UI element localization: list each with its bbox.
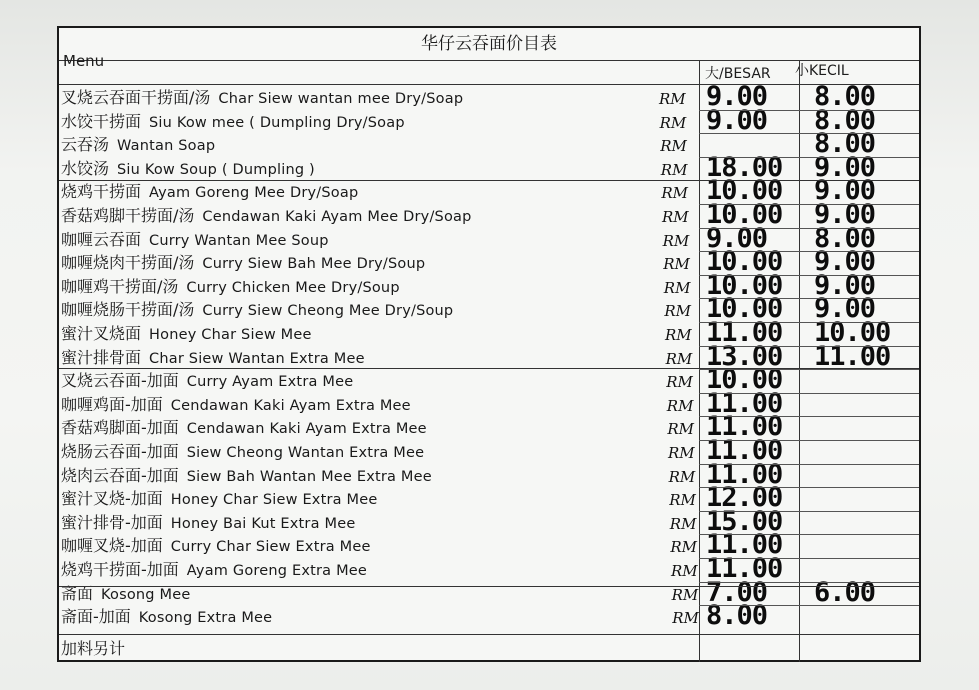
price-small: 11.00 [814, 340, 891, 372]
item-chinese-name: 咖喱云吞面 [61, 229, 142, 249]
currency-label: RM [665, 349, 693, 368]
menu-item [61, 228, 329, 253]
price-small: 9.00 [814, 269, 876, 301]
item-chinese-name: 叉烧云吞面-加面 [61, 371, 179, 391]
page-title: 华仔云吞面价目表 [421, 34, 557, 54]
currency-label: RM [662, 208, 689, 226]
menu-row [59, 364, 921, 396]
menu-row [59, 151, 921, 183]
price-big: 8.00 [706, 600, 768, 632]
menu-header: Menu [63, 52, 105, 70]
currency-label: RM [667, 420, 695, 439]
menu-row [59, 199, 921, 230]
menu-item [61, 393, 411, 418]
currency-label: RM [660, 160, 688, 179]
price-small: 9.00 [814, 199, 876, 230]
item-chinese-name: 咖喱鸡干捞面/汤 [61, 276, 179, 296]
currency-label: RM [660, 137, 687, 156]
price-big: 11.00 [706, 458, 783, 490]
item-english-name: Cendawan Kaki Ayam Extra Mee [186, 421, 427, 438]
menu-item [61, 251, 425, 276]
row-separator [699, 487, 919, 488]
currency-label: RM [672, 609, 699, 628]
item-chinese-name: 香菇鸡脚干捞面/汤 [61, 206, 195, 225]
item-english-name: Cendawan Kaki Ayam Mee Dry/Soap [202, 209, 472, 225]
menu-item [61, 110, 405, 135]
price-small: 8.00 [814, 128, 876, 160]
item-chinese-name: 香菇鸡脚面-加面 [61, 418, 179, 438]
item-english-name: Kosong Extra Mee [138, 610, 273, 627]
currency-label: RM [665, 326, 692, 344]
item-english-name: Siu Kow mee ( Dumpling Dry/Soap [149, 114, 405, 131]
item-chinese-name: 蜜汁排骨面 [61, 347, 142, 367]
item-english-name: Char Siew wantan mee Dry/Soap [218, 91, 464, 107]
menu-item [61, 322, 312, 347]
menu-item [61, 204, 472, 229]
item-english-name: Siew Bah Wantan Mee Extra Mee [186, 468, 432, 485]
item-chinese-name: 叉烧云吞面干捞面/汤 [61, 88, 211, 107]
row-separator [699, 582, 919, 583]
row-separator [699, 228, 919, 229]
price-big: 11.00 [706, 553, 783, 584]
section-divider-2 [59, 368, 919, 369]
row-separator [699, 133, 919, 134]
item-english-name: Curry Chicken Mee Dry/Soup [186, 279, 400, 296]
price-big: 10.00 [706, 175, 783, 207]
row-separator [699, 558, 919, 559]
menu-item [61, 464, 432, 489]
row-separator [699, 464, 919, 465]
item-chinese-name: 云吞汤 [61, 135, 110, 155]
item-chinese-name: 斋面 [61, 583, 94, 603]
menu-item [61, 534, 371, 559]
item-chinese-name: 烧鸡干捞面 [61, 182, 142, 202]
menu-row [59, 317, 921, 348]
menu-item [61, 605, 272, 630]
menu-item [61, 275, 400, 300]
price-big: 9.00 [706, 222, 768, 254]
menu-item [61, 487, 378, 512]
item-chinese-name: 咖喱鸡面-加面 [61, 394, 163, 414]
price-big: 9.00 [706, 81, 768, 112]
item-english-name: Kosong Mee [101, 586, 191, 603]
row-separator [699, 511, 919, 512]
menu-item [61, 298, 453, 323]
item-english-name: Honey Bai Kut Extra Mee [170, 515, 356, 532]
item-chinese-name: 斋面-加面 [61, 607, 131, 627]
menu-row [59, 435, 921, 466]
row-separator [699, 298, 919, 299]
menu-item [61, 346, 365, 371]
row-separator [699, 440, 919, 441]
price-big: 10.00 [706, 293, 783, 325]
price-big: 7.00 [706, 576, 768, 608]
price-big: 9.00 [706, 104, 768, 136]
section-divider-3 [59, 586, 919, 587]
menu-row [59, 269, 921, 301]
price-big: 13.00 [706, 340, 783, 372]
small-size-header: 小KECIL [795, 63, 849, 79]
currency-label: RM [671, 585, 699, 604]
row-separator [699, 322, 919, 323]
menu-row [59, 482, 921, 514]
header-divider [59, 84, 919, 85]
price-list-board [57, 26, 921, 662]
menu-row [59, 505, 921, 537]
title-divider [59, 60, 919, 61]
big-size-header: 大/BESAR [705, 66, 771, 82]
item-english-name: Wantan Soap [117, 138, 216, 155]
item-english-name: Siu Kow Soup ( Dumpling ) [117, 161, 315, 178]
currency-label: RM [662, 231, 690, 250]
item-chinese-name: 烧肠云吞面-加面 [61, 442, 179, 461]
section-divider-4 [59, 634, 919, 635]
item-english-name: Cendawan Kaki Ayam Extra Mee [170, 397, 411, 414]
menu-item [61, 416, 427, 441]
item-english-name: Curry Wantan Mee Soup [149, 232, 329, 249]
row-separator [699, 416, 919, 417]
currency-label: RM [670, 538, 698, 557]
menu-row [59, 387, 921, 419]
item-chinese-name: 蜜汁叉烧面 [61, 324, 142, 343]
price-big: 10.00 [706, 269, 783, 301]
currency-label: RM [668, 444, 695, 462]
price-big: 10.00 [706, 199, 783, 230]
row-separator [699, 204, 919, 205]
currency-label: RM [664, 302, 692, 321]
currency-label: RM [659, 113, 687, 132]
price-small: 9.00 [814, 175, 876, 207]
item-english-name: Curry Ayam Extra Mee [186, 374, 354, 391]
menu-item [61, 157, 315, 182]
row-separator [699, 275, 919, 276]
currency-label: RM [666, 396, 694, 415]
row-separator [699, 605, 919, 606]
price-big: 11.00 [706, 317, 783, 348]
menu-item [61, 511, 355, 536]
row-separator [699, 110, 919, 111]
item-chinese-name: 水饺干捞面 [61, 111, 142, 131]
menu-row [59, 175, 921, 207]
currency-label: RM [663, 255, 690, 274]
item-english-name: Honey Char Siew Extra Mee [170, 492, 378, 509]
price-small: 9.00 [814, 151, 876, 183]
row-separator [699, 251, 919, 252]
price-big: 10.00 [706, 246, 783, 278]
currency-label: RM [669, 514, 697, 533]
item-english-name: Ayam Goreng Extra Mee [186, 563, 368, 579]
menu-item [61, 86, 463, 111]
price-big: 11.00 [706, 435, 783, 466]
item-chinese-name: 烧鸡干捞面-加面 [61, 560, 179, 579]
row-separator [699, 369, 919, 370]
price-small: 9.00 [814, 246, 876, 278]
item-chinese-name: 咖喱烧肠干捞面/汤 [61, 300, 195, 320]
menu-row [59, 529, 921, 561]
item-english-name: Curry Char Siew Extra Mee [170, 539, 371, 556]
price-big: 18.00 [706, 151, 783, 183]
price-small: 9.00 [814, 293, 876, 325]
menu-row [59, 340, 921, 372]
price-big: 15.00 [706, 505, 783, 537]
price-big: 10.00 [706, 364, 783, 396]
menu-item [61, 180, 358, 205]
menu-item [61, 133, 215, 158]
currency-label: RM [661, 184, 689, 203]
menu-row [59, 104, 921, 136]
item-chinese-name: 咖喱烧肉干捞面/汤 [61, 253, 195, 273]
item-english-name: Char Siew Wantan Extra Mee [149, 350, 365, 367]
price-big: 11.00 [706, 387, 783, 419]
menu-row [59, 411, 921, 443]
price-small: 6.00 [814, 576, 876, 608]
currency-label: RM [671, 562, 698, 580]
menu-row [59, 553, 921, 584]
menu-row [59, 458, 921, 490]
section-divider-1 [59, 180, 919, 181]
price-small: 8.00 [814, 104, 876, 136]
row-separator [699, 157, 919, 158]
menu-row [59, 246, 921, 278]
row-separator [699, 534, 919, 535]
menu-row [59, 293, 921, 325]
currency-label: RM [666, 373, 693, 392]
item-english-name: Siew Cheong Wantan Extra Mee [186, 445, 425, 461]
currency-label: RM [669, 491, 696, 510]
menu-item [61, 440, 424, 465]
currency-label: RM [659, 90, 686, 108]
row-separator [699, 393, 919, 394]
item-chinese-name: 烧肉云吞面-加面 [61, 465, 179, 485]
item-english-name: Curry Siew Cheong Mee Dry/Soup [202, 303, 454, 320]
item-chinese-name: 咖喱叉烧-加面 [61, 536, 163, 556]
menu-row [59, 81, 921, 112]
row-separator [699, 346, 919, 347]
menu-row [59, 222, 921, 254]
price-big: 11.00 [706, 529, 783, 561]
price-small: 8.00 [814, 81, 876, 112]
price-big: 12.00 [706, 482, 783, 514]
item-chinese-name: 水饺汤 [61, 158, 110, 178]
item-english-name: Honey Char Siew Mee [149, 327, 312, 343]
menu-row [59, 600, 921, 632]
extra-charge-note: 加料另计 [61, 639, 126, 658]
price-big: 11.00 [706, 411, 783, 443]
menu-row [59, 128, 921, 160]
menu-item [61, 369, 353, 394]
menu-item [61, 558, 367, 583]
item-english-name: Ayam Goreng Mee Dry/Soap [149, 185, 359, 202]
currency-label: RM [663, 278, 691, 297]
item-chinese-name: 蜜汁排骨-加面 [61, 512, 163, 532]
price-small: 8.00 [814, 222, 876, 254]
item-english-name: Curry Siew Bah Mee Dry/Soup [202, 256, 426, 273]
item-chinese-name: 蜜汁叉烧-加面 [61, 489, 163, 509]
price-small: 10.00 [814, 317, 891, 348]
currency-label: RM [668, 467, 696, 486]
